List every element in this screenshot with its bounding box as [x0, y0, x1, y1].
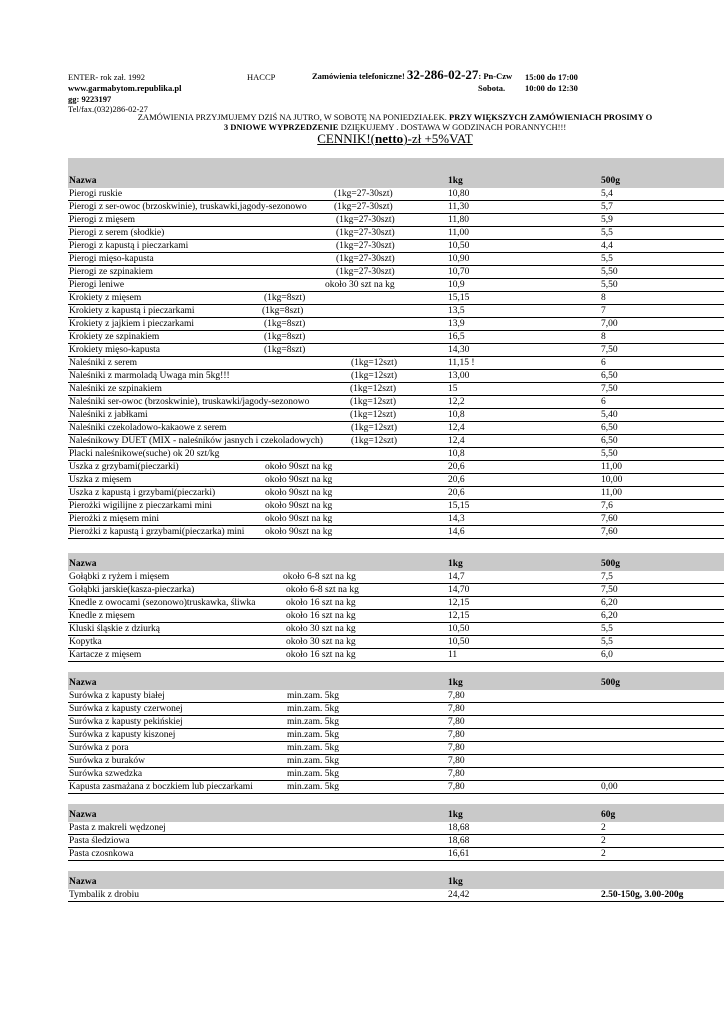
table-row — [68, 266, 724, 279]
product-name: Knedle z mięsem — [69, 611, 135, 621]
product-note: min.zam. 5kg — [287, 730, 339, 740]
product-name: Pierogi z ser-owoc (brzoskwinie), truskawki,jagody-sezonowo — [69, 202, 307, 212]
product-note: min.zam. 5kg — [287, 782, 339, 792]
price-portion: 5,9 — [601, 215, 613, 225]
price-1kg: 14,30 — [448, 345, 470, 355]
table-row — [68, 292, 724, 305]
product-note: (1kg=12szt) — [350, 384, 396, 394]
price-portion: 5,5 — [601, 624, 613, 634]
price-1kg: 14,7 — [448, 572, 465, 582]
product-note: (1kg=12szt) — [351, 436, 397, 446]
table-row — [68, 729, 724, 742]
product-name: Pasta śledziowa — [69, 836, 130, 846]
price-1kg: 7,80 — [448, 769, 465, 779]
price-portion: 2 — [601, 849, 606, 859]
company-name: ENTER- rok zał. 1992 — [68, 72, 145, 82]
product-note: około 6-8 szt na kg — [286, 585, 359, 595]
product-note: (1kg=27-30szt) — [336, 228, 395, 238]
product-name: Surówka z kapusty kiszonej — [69, 730, 176, 740]
table-row — [68, 597, 724, 610]
header-1kg: 1kg — [448, 678, 463, 688]
price-portion: 6,50 — [601, 436, 618, 446]
price-portion: 10,00 — [601, 475, 623, 485]
product-note: min.zam. 5kg — [287, 691, 339, 701]
haccp-label: HACCP — [247, 72, 276, 82]
price-1kg: 13,5 — [448, 306, 465, 316]
title-pre: CENNIK!( — [317, 131, 376, 146]
table-row — [68, 279, 724, 292]
product-name: Surówka z kapusty pekińskiej — [69, 717, 183, 727]
header-name: Nazwa — [69, 877, 97, 887]
table-row — [68, 781, 724, 794]
header-500g: 500g — [601, 559, 620, 569]
product-note: (1kg=27-30szt) — [336, 241, 395, 251]
section-gap — [68, 539, 724, 553]
table-row — [68, 571, 724, 584]
price-portion: 5,50 — [601, 280, 618, 290]
product-name: Kopytka — [69, 637, 102, 647]
price-1kg: 11 — [448, 650, 458, 660]
price-portion: 7,50 — [601, 585, 618, 595]
price-portion: 7,60 — [601, 527, 618, 537]
table-row — [68, 461, 724, 474]
price-1kg: 20,6 — [448, 488, 465, 498]
price-1kg: 7,80 — [448, 704, 465, 714]
table-row — [68, 822, 724, 835]
hours-saturday: 10:00 do 12:30 — [525, 83, 578, 93]
product-name: Naleśniki z serem — [69, 358, 138, 368]
product-note: (1kg=27-30szt) — [336, 215, 395, 225]
price-section — [68, 553, 724, 662]
product-note: około 90szt na kg — [265, 514, 333, 524]
product-note: około 90szt na kg — [265, 462, 333, 472]
table-row — [68, 357, 724, 370]
table-row — [68, 513, 724, 526]
price-portion: 7 — [601, 306, 606, 316]
price-1kg: 10,8 — [448, 410, 465, 420]
product-name: Kluski śląskie z dziurką — [69, 624, 161, 634]
product-name: Gołąbki z ryżem i mięsem — [69, 572, 170, 582]
section-gap — [68, 861, 724, 871]
price-portion: 6,50 — [601, 371, 618, 381]
price-1kg: 12,2 — [448, 397, 465, 407]
table-row — [68, 409, 724, 422]
product-name: Uszka z grzybami(pieczarki) — [69, 462, 179, 472]
hours1-label: : Pn-Czw — [478, 71, 513, 81]
table-row — [68, 526, 724, 539]
order-info — [312, 67, 513, 82]
price-1kg: 10,8 — [448, 449, 465, 459]
table-row — [68, 487, 724, 500]
product-name: Naleśniki czekoladowo-kakaowe z serem — [69, 423, 227, 433]
product-note: (1kg=27-30szt) — [336, 254, 395, 264]
price-1kg: 14,6 — [448, 527, 465, 537]
order-notice — [70, 112, 720, 132]
price-portion: 6,0 — [601, 650, 613, 660]
product-name: Naleśnikowy DUET (MIX - naleśników jasnych i czekoladowych) — [69, 436, 323, 446]
price-1kg: 7,80 — [448, 691, 465, 701]
price-1kg: 12,4 — [448, 436, 465, 446]
product-name: Surówka z buraków — [69, 756, 145, 766]
product-name: Uszka z kapustą i grzybami(pieczarki) — [69, 488, 216, 498]
hours2-label: Sobota. — [478, 83, 506, 93]
tel-fax: Tel/fax.(032)286-02-27 — [68, 104, 148, 114]
product-name: Pierogi z mięsem — [69, 215, 135, 225]
price-1kg: 12,15 — [448, 611, 470, 621]
price-portion: 5,40 — [601, 410, 618, 420]
notice-line2-bold: 3 DNIOWE WYPRZEDZENIE — [223, 122, 339, 132]
header-1kg: 1kg — [448, 810, 463, 820]
section-header — [68, 672, 724, 690]
price-1kg: 12,4 — [448, 423, 465, 433]
order-label: Zamówienia telefoniczne! — [312, 71, 405, 81]
header-name: Nazwa — [69, 176, 97, 186]
table-row — [68, 500, 724, 513]
price-1kg: 11,00 — [448, 228, 470, 238]
product-name: Kartacze z mięsem — [69, 650, 142, 660]
price-portion: 6 — [601, 397, 606, 407]
product-note: (1kg=12szt) — [350, 410, 396, 420]
price-portion: 8 — [601, 332, 606, 342]
header-500g: 500g — [601, 678, 620, 688]
product-note: około 6-8 szt na kg — [283, 572, 356, 582]
product-name: Gołąbki jarskie(kasza-pieczarka) — [69, 585, 195, 595]
title-post: )-zł +5%VAT — [403, 131, 473, 146]
price-portion: 5,50 — [601, 449, 618, 459]
price-portion: 5,5 — [601, 254, 613, 264]
price-table — [68, 170, 724, 902]
price-1kg: 15,15 — [448, 293, 470, 303]
price-1kg: 16,61 — [448, 849, 470, 859]
price-portion: 2 — [601, 836, 606, 846]
header-name: Nazwa — [69, 559, 97, 569]
price-1kg: 20,6 — [448, 462, 465, 472]
product-name: Krokiety z jajkiem i pieczarkami — [69, 319, 195, 329]
price-1kg: 7,80 — [448, 743, 465, 753]
product-name: Krokiety z kapustą i pieczarkami — [69, 306, 195, 316]
product-name: Pierożki z mięsem mini — [69, 514, 159, 524]
header-500g: 500g — [601, 176, 620, 186]
title-bold: netto — [375, 131, 404, 146]
table-row — [68, 253, 724, 266]
table-row — [68, 848, 724, 861]
product-note: (1kg=8szt) — [262, 306, 304, 316]
product-note: około 16 szt na kg — [286, 598, 356, 608]
price-1kg: 7,80 — [448, 782, 465, 792]
product-name: Surówka z pora — [69, 743, 129, 753]
price-1kg: 16,5 — [448, 332, 465, 342]
product-note: około 90szt na kg — [265, 488, 333, 498]
product-name: Naleśniki ser-owoc (brzoskwinie), truskawki/jagody-sezonowo — [69, 397, 310, 407]
product-name: Krokiety z mięsem — [69, 293, 142, 303]
price-1kg: 24,42 — [448, 890, 470, 900]
price-portion: 5,5 — [601, 637, 613, 647]
price-portion: 5,5 — [601, 228, 613, 238]
product-note: min.zam. 5kg — [287, 769, 339, 779]
table-row — [68, 305, 724, 318]
price-portion: 7,60 — [601, 514, 618, 524]
product-name: Uszka z mięsem — [69, 475, 132, 485]
product-note: (1kg=12szt) — [351, 371, 397, 381]
product-note: około 90szt na kg — [265, 501, 333, 511]
price-1kg: 10,80 — [448, 189, 470, 199]
price-1kg: 10,50 — [448, 624, 470, 634]
gg-number: gg: 9223197 — [68, 94, 112, 104]
section-header — [68, 804, 724, 822]
phone-number: 32-286-02-27 — [406, 67, 479, 82]
price-1kg: 13,00 — [448, 371, 470, 381]
price-1kg: 10,50 — [448, 241, 470, 251]
product-note: (1kg=27-30szt) — [336, 267, 395, 277]
product-name: Krokiety ze szpinakiem — [69, 332, 160, 342]
product-note: (1kg=12szt) — [351, 358, 397, 368]
price-1kg: 13,9 — [448, 319, 465, 329]
product-note: (1kg=27-30szt) — [334, 202, 393, 212]
price-1kg: 10,50 — [448, 637, 470, 647]
product-note: około 90szt na kg — [265, 527, 333, 537]
table-row — [68, 422, 724, 435]
product-name: Knedle z owocami (sezonowo)truskawka, śliwka — [69, 598, 256, 608]
table-row — [68, 623, 724, 636]
price-portion: 6,20 — [601, 611, 618, 621]
product-note: (1kg=8szt) — [264, 319, 306, 329]
product-name: Pierogi mięso-kapusta — [69, 254, 154, 264]
product-note: około 30 szt na kg — [325, 280, 395, 290]
product-note: około 16 szt na kg — [286, 611, 356, 621]
table-row — [68, 768, 724, 781]
table-row — [68, 383, 724, 396]
product-note: (1kg=8szt) — [264, 345, 306, 355]
price-section — [68, 170, 724, 539]
product-note: min.zam. 5kg — [287, 704, 339, 714]
product-note: (1kg=27-30szt) — [334, 189, 393, 199]
hours-weekday: 15:00 do 17:00 — [525, 72, 578, 82]
table-row — [68, 344, 724, 357]
product-note: min.zam. 5kg — [287, 743, 339, 753]
table-row — [68, 649, 724, 662]
price-portion: 7,5 — [601, 572, 613, 582]
table-row — [68, 370, 724, 383]
table-row — [68, 610, 724, 623]
price-list-title — [70, 132, 720, 146]
product-name: Naleśniki z jabłkami — [69, 410, 148, 420]
price-portion: 2.50-150g, 3.00-200g — [601, 890, 684, 900]
product-note: (1kg=12szt) — [350, 397, 396, 407]
price-portion: 11,00 — [601, 488, 623, 498]
price-portion: 7,50 — [601, 384, 618, 394]
product-name: Pasta z makreli wędzonej — [69, 823, 166, 833]
product-name: Surówka szwedzka — [69, 769, 143, 779]
price-section — [68, 871, 724, 902]
table-row — [68, 214, 724, 227]
notice-line1: ZAMÓWIENIA PRZYJMUJEMY DZIŚ NA JUTRO, W SOBOTĘ NA PONIEDZIAŁEK. — [137, 112, 450, 122]
price-1kg: 15,15 — [448, 501, 470, 511]
price-1kg: 7,80 — [448, 717, 465, 727]
price-1kg: 11,15 ! — [448, 358, 475, 368]
price-portion: 6 — [601, 358, 606, 368]
product-note: około 90szt na kg — [265, 475, 333, 485]
table-row — [68, 636, 724, 649]
price-portion: 0,00 — [601, 782, 618, 792]
product-name: Pierogi ruskie — [69, 189, 123, 199]
product-note: (1kg=8szt) — [264, 293, 306, 303]
price-1kg: 15 — [448, 384, 458, 394]
product-name: Naleśniki ze szpinakiem — [69, 384, 162, 394]
price-portion: 7,6 — [601, 501, 613, 511]
product-note: min.zam. 5kg — [287, 756, 339, 766]
header-name: Nazwa — [69, 810, 97, 820]
price-1kg: 18,68 — [448, 836, 470, 846]
product-name: Naleśniki z marmoladą Uwaga min 5kg!!! — [69, 371, 230, 381]
price-portion: 7,50 — [601, 345, 618, 355]
price-portion: 8 — [601, 293, 606, 303]
product-name: Tymbalik z drobiu — [69, 890, 140, 900]
price-1kg: 7,80 — [448, 756, 465, 766]
price-section — [68, 672, 724, 794]
table-row — [68, 584, 724, 597]
section-gap — [68, 662, 724, 672]
table-row — [68, 435, 724, 448]
header-500g: 60g — [601, 810, 616, 820]
table-row — [68, 716, 724, 729]
product-note: (1kg=8szt) — [264, 332, 306, 342]
price-portion: 6,20 — [601, 598, 618, 608]
product-name: Pierogi z serem (słodkie) — [69, 228, 165, 238]
top-grey-band — [68, 158, 724, 170]
table-row — [68, 690, 724, 703]
product-note: około 30 szt na kg — [286, 624, 356, 634]
notice-line2: DZIĘKUJEMY . DOSTAWA W GODZINACH PORANNYCH!!! — [338, 122, 567, 132]
section-header — [68, 553, 724, 571]
product-name: Krokiety mięso-kapusta — [69, 345, 161, 355]
price-1kg: 7,80 — [448, 730, 465, 740]
product-name: Kapusta zasmażana z boczkiem lub pieczarkami — [69, 782, 253, 792]
website: www.garmabytom.republika.pl — [68, 83, 182, 93]
price-portion: 7,00 — [601, 319, 618, 329]
table-row — [68, 201, 724, 214]
header-1kg: 1kg — [448, 559, 463, 569]
header-1kg: 1kg — [448, 176, 463, 186]
price-section — [68, 804, 724, 861]
product-name: Surówka z kapusty czerwonej — [69, 704, 183, 714]
price-portion: 4,4 — [601, 241, 613, 251]
table-row — [68, 889, 724, 902]
section-header — [68, 170, 724, 188]
product-name: Pierogi ze szpinakiem — [69, 267, 153, 277]
price-1kg: 10,9 — [448, 280, 465, 290]
product-note: około 16 szt na kg — [286, 650, 356, 660]
table-row — [68, 396, 724, 409]
price-1kg: 14,3 — [448, 514, 465, 524]
table-row — [68, 742, 724, 755]
product-name: Pierożki wigilijne z pieczarkami mini — [69, 501, 212, 511]
header-name: Nazwa — [69, 678, 97, 688]
section-gap — [68, 794, 724, 804]
table-row — [68, 331, 724, 344]
table-row — [68, 240, 724, 253]
product-name: Placki naleśnikowe(suche) ok 20 szt/kg — [69, 449, 220, 459]
price-portion: 5,50 — [601, 267, 618, 277]
table-row — [68, 227, 724, 240]
table-row — [68, 835, 724, 848]
price-1kg: 10,70 — [448, 267, 470, 277]
product-name: Surówka z kapusty białej — [69, 691, 165, 701]
product-note: min.zam. 5kg — [287, 717, 339, 727]
table-row — [68, 448, 724, 461]
table-row — [68, 755, 724, 768]
product-name: Pasta czosnkowa — [69, 849, 134, 859]
notice-line1-bold: PRZY WIĘKSZYCH ZAMÓWIENIACH PROSIMY O — [449, 112, 653, 122]
price-1kg: 11,80 — [448, 215, 470, 225]
table-row — [68, 474, 724, 487]
price-portion: 6,50 — [601, 423, 618, 433]
header-1kg: 1kg — [448, 877, 463, 887]
price-1kg: 11,30 — [448, 202, 470, 212]
price-portion: 2 — [601, 823, 606, 833]
price-portion: 5,4 — [601, 189, 613, 199]
product-name: Pierogi z kapustą i pieczarkami — [69, 241, 189, 251]
price-1kg: 14,70 — [448, 585, 470, 595]
table-row — [68, 188, 724, 201]
product-name: Pierogi leniwe — [69, 280, 125, 290]
price-1kg: 20,6 — [448, 475, 465, 485]
price-portion: 5,7 — [601, 202, 613, 212]
product-name: Pierożki z kapustą i grzybami(pieczarka) mini — [69, 527, 245, 537]
price-portion: 11,00 — [601, 462, 623, 472]
section-header — [68, 871, 724, 889]
price-1kg: 18,68 — [448, 823, 470, 833]
price-1kg: 10,90 — [448, 254, 470, 264]
table-row — [68, 318, 724, 331]
table-row — [68, 703, 724, 716]
price-1kg: 12,15 — [448, 598, 470, 608]
product-note: około 30 szt na kg — [286, 637, 356, 647]
product-note: (1kg=12szt) — [351, 423, 397, 433]
